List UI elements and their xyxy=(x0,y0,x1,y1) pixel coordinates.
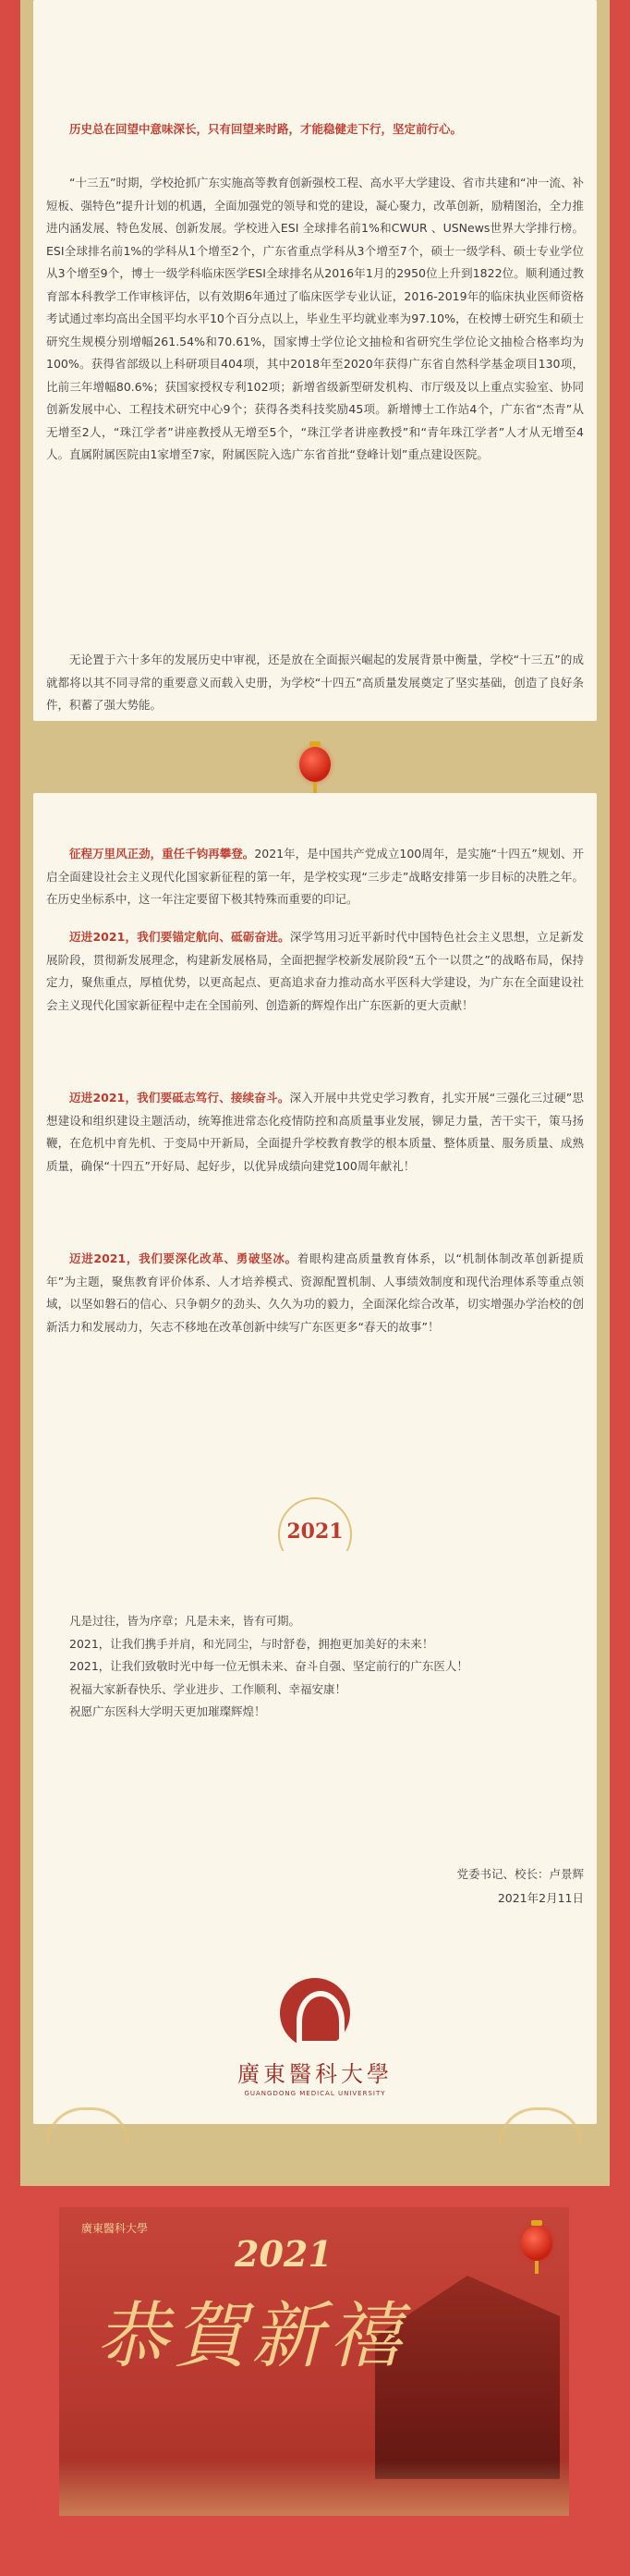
section1-lead-text: 历史总在回望中意味深长，只有回望来时路，才能稳健走下行，坚定前行心。 xyxy=(69,122,463,136)
section3-lines xyxy=(46,1610,584,1724)
section2-paragraph-3: 迈进2021，我们要砥志笃行、接续奋斗。深入开展中共党史学习教育，扎实开展“三强化三过硬”思想建设和组织建设主题活动，统筹推进常态化疫情防控和高质量事业发展，铆足力量，苦干实干，策马扬鞭，在危机中育先机、于变局中开新局，全面提升学校教育教学的根本质量、整体质量、服务质量、成熟质量，确保“十四五”开好局、起好步，以优异成绩向建党100周年献礼！ xyxy=(46,1091,585,1173)
banner-lantern-icon xyxy=(521,2226,552,2261)
cloud-band-decoration xyxy=(59,2460,569,2516)
greeting-line-4: 祝福大家新春快乐、学业进步、工作顺利、幸福安康！ xyxy=(69,1681,347,1696)
greeting-line-1: 凡是过往，皆为序章；凡是未来，皆有可期。 xyxy=(69,1614,301,1628)
section2-paragraph-2: 迈进2021，我们要锚定航向、砥砺奋进。深学笃用习近平新时代中国特色社会主义思想，立足新发展阶段，贯彻新发展理念，构建新发展格局，全面把握学校新发展阶段“五个一以贯之”的战略布局，保持定力，聚焦重点，厚植优势，以更高起点、更高追求奋力推动高水平医科大学建设，为广东在全面建设社会主义现代化国家新征程中走在全国前列、创造新的辉煌作出广东医新的更大贡献！ xyxy=(46,930,584,1012)
logo-en: GUANGDONG MEDICAL UNIVERSITY xyxy=(244,2090,386,2097)
logo-name: 廣東醫科大學 xyxy=(237,2061,393,2087)
section1-lead xyxy=(46,118,584,141)
section1-paragraph-2: 无论置于六十多年的发展历史中审视，还是放在全面振兴崛起的发展背景中衡量，学校“十三五”的成就都将以其不同寻常的重要意义而载入史册，为学校“十四五”高质量发展奠定了坚实基础，创造了良好条件，积蓄了强大势能。 xyxy=(46,653,584,712)
signer: 党委书记、校长：卢景辉 xyxy=(456,1867,584,1881)
section2-paragraph-1: 征程万里风正劲，重任千钧再攀登。2021年，是中国共产党成立100周年，是实施“十四五”规划、开启全面建设社会主义现代化国家新征程的第一年，是学校实现“三步走”战略安排第一步目标的决胜之年。在历史坐标系中，这一年注定要留下极其特殊而重要的印记。 xyxy=(46,847,584,906)
banner-year: 2021 xyxy=(235,2233,333,2275)
section2-paragraph-4: 迈进2021，我们要深化改革、勇破坚冰。着眼构建高质量教育体系，以“机制体制改革创新提质年”为主题，聚焦教育评价体系、人才培养模式、资源配置机制、人事绩效制度和现代治理体系等重点领域，以坚如磐石的信心、只争朝夕的劲头、久久为功的毅力，全面深化综合改革，切实增强办学治校的创新活力和发展动力，矢志不移地在改革创新中续写广东医更多“春天的故事”！ xyxy=(46,1251,584,1334)
university-emblem-icon xyxy=(280,1978,350,2048)
middle-lantern-icon xyxy=(299,747,331,782)
sign-date: 2021年2月11日 xyxy=(497,1891,584,1905)
section1-paragraph-1: “十三五”时期，学校抢抓广东实施高等教育创新强校工程、高水平大学建设、省市共建和“冲一流、补短板、强特色”提升计划的机遇，全面加强党的领导和党的建设，凝心聚力，改革创新，励精图治，全力推进内涵发展、特色发展、创新发展。学校进入ESI 全球排名前1%和CWUR 、USNews世界大学排行榜。ESI全球排名前1%的学科从1个增至2个，广东省重点学科从3个增至7个，硕士一级学科、硕士专业学位从3个增至9个，博士一级学科临床医学ESI全球排名从2016年1月的2950位上升到1822位。顺利通过教育部本科教学工作审核评估，以有效期6年通过了临床医学专业认证，2016-2019年的临床执业医师资格考试通过率均高出全国平均水平10个百分点以上，毕业生平均就业率为97.10%，在校博士研究生和硕士研究生规模分别增幅261.54%和70.61%，国家博士学位论文抽检和省研究生学位论文抽检合格率均为100%。获得省部级以上科研项目404项，其中2018年至2020年获得广东省自然科学基金项目130项，比前三年增幅80.6%；获国家授权专利102项；新增省级新型研发机构、市厅级及以上重点实验室、协同创新发展中心、工程技术研究中心9个；获得各类科技奖励45项。新增博士工作站4个，广东省“杰青”从无增至2人，“珠江学者”讲座教授从无增至5个，“珠江学者讲座教授”和“青年珠江学者”人才从无增至4人。直属附属医院由1家增至7家，附属医院入选广东省首批“登峰计划”重点建设医院。 xyxy=(46,176,584,461)
greeting-line-3: 2021，让我们致敬时光中每一位无惧未来、奋斗自强、坚定前行的广东医人！ xyxy=(69,1659,468,1673)
greeting-line-2: 2021，让我们携手并肩，和光同尘，与时舒卷，拥抱更加美好的未来！ xyxy=(69,1636,434,1651)
new-year-banner xyxy=(59,2207,569,2516)
university-logo xyxy=(0,1978,630,2097)
badge-year: 2021 xyxy=(286,1520,344,1544)
greeting-line-5: 祝愿广东医科大学明天更加璀璨辉煌！ xyxy=(69,1704,266,1718)
banner-school-name: 廣東醫科大學 xyxy=(81,2222,149,2235)
banner-title: 恭賀新禧 xyxy=(96,2295,407,2378)
